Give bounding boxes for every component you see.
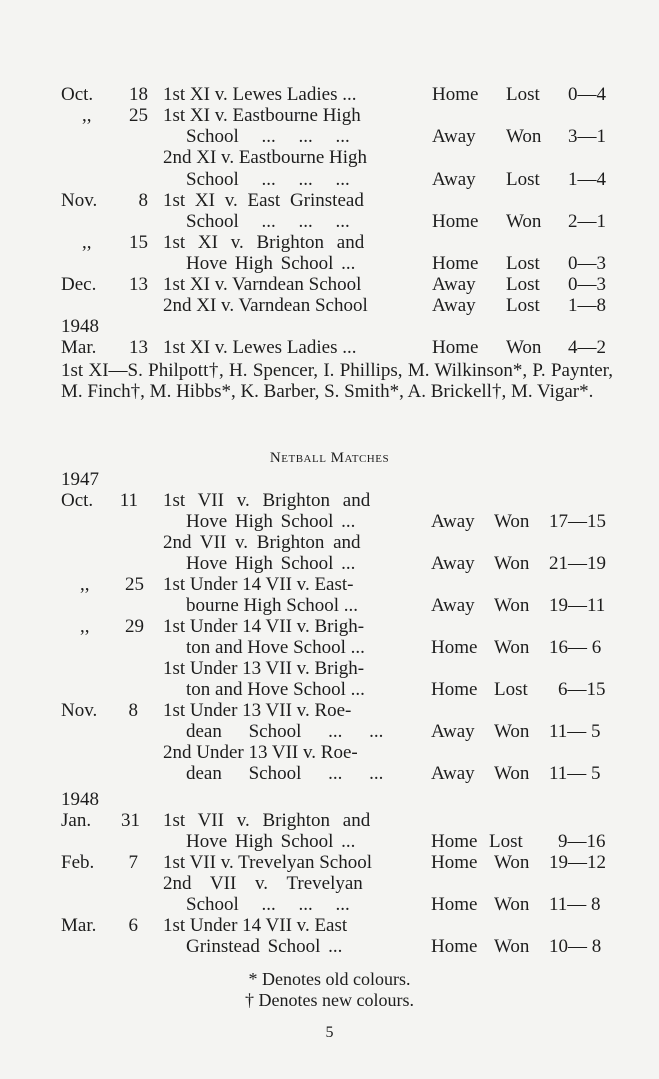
match-month-ditto: ,, [82, 105, 92, 126]
match-description: 1st Under 14 VII v. East [163, 915, 348, 936]
match-venue: Home [431, 831, 478, 852]
match-description: Hove High School ... [186, 553, 356, 574]
match-description: dean School ... ... [186, 721, 384, 742]
match-description: 1st XI v. East Grinstead [163, 190, 364, 211]
match-row [0, 742, 659, 763]
match-day: 8 [128, 700, 138, 721]
match-row-continuation [0, 253, 659, 274]
match-result: Won [494, 553, 530, 574]
match-description: 2nd Under 13 VII v. Roe- [163, 742, 358, 763]
match-month: Oct. [61, 84, 94, 105]
match-month: Feb. [61, 852, 95, 873]
match-venue: Away [431, 763, 475, 784]
match-venue: Home [431, 637, 478, 658]
match-month: Mar. [61, 337, 97, 358]
match-row [0, 873, 659, 894]
match-score: 19—11 [549, 595, 606, 616]
match-description: 2nd XI v. Varndean School [163, 295, 368, 316]
match-venue: Home [432, 211, 479, 232]
match-venue: Home [432, 84, 479, 105]
section-heading: Netball Matches [269, 450, 390, 466]
match-score: 11— 5 [549, 721, 601, 742]
match-venue: Away [431, 721, 475, 742]
year-label [0, 469, 659, 490]
footnote-new-colours: † Denotes new colours. [245, 990, 414, 1010]
match-row [0, 147, 659, 168]
match-score: 2—1 [568, 211, 606, 232]
match-day: 7 [128, 852, 138, 873]
match-venue: Home [432, 253, 479, 274]
match-row [0, 274, 659, 295]
match-result: Won [506, 211, 542, 232]
match-month-ditto: ,, [80, 574, 90, 595]
match-month: Nov. [61, 700, 98, 721]
match-description: ton and Hove School ... [186, 679, 365, 700]
match-day: 6 [128, 915, 138, 936]
match-score: 21—19 [549, 553, 606, 574]
match-description: School ... ... ... [186, 126, 350, 147]
match-month: Dec. [61, 274, 97, 295]
match-description: School ... ... ... [186, 211, 350, 232]
match-result: Lost [506, 274, 540, 295]
match-description: 2nd XI v. Eastbourne High [163, 147, 368, 168]
page-number: 5 [325, 1024, 334, 1041]
match-row-continuation [0, 721, 659, 742]
match-day: 11 [119, 490, 138, 511]
match-description: 1st XI v. Eastbourne High [163, 105, 361, 126]
match-description: bourne High School ... [186, 595, 359, 616]
match-venue: Away [432, 126, 476, 147]
match-description: 1st XI v. Lewes Ladies ... [163, 84, 357, 105]
match-month-ditto: ,, [82, 232, 92, 253]
match-score: 1—8 [568, 295, 606, 316]
match-score: 17—15 [549, 511, 606, 532]
year-text: 1947 [61, 469, 99, 490]
match-row [0, 337, 659, 358]
match-score: 9—16 [558, 831, 606, 852]
match-day: 31 [121, 810, 140, 831]
match-venue: Away [431, 595, 475, 616]
match-description: 1st XI v. Lewes Ladies ... [163, 337, 357, 358]
match-venue: Home [432, 337, 479, 358]
match-venue: Home [431, 894, 478, 915]
match-description: dean School ... ... [186, 763, 384, 784]
match-score: 3—1 [568, 126, 606, 147]
match-month: Oct. [61, 490, 94, 511]
year-text: 1948 [61, 789, 99, 810]
match-row [0, 84, 659, 105]
match-day: 29 [125, 616, 144, 637]
match-description: 2nd VII v. Brighton and [163, 532, 361, 553]
match-day: 18 [129, 84, 148, 105]
match-result: Won [494, 511, 530, 532]
match-description: School ... ... ... [186, 169, 350, 190]
match-result: Lost [489, 831, 523, 852]
match-description: 1st XI v. Varndean School [163, 274, 362, 295]
match-score: 19—12 [549, 852, 606, 873]
match-result: Lost [506, 169, 540, 190]
match-result: Won [494, 852, 530, 873]
match-venue: Away [432, 169, 476, 190]
footnote-old-colours: * Denotes old colours. [248, 969, 411, 989]
match-score: 0—3 [568, 253, 606, 274]
match-score: 16— 6 [549, 637, 602, 658]
match-description: 1st Under 14 VII v. East- [163, 574, 354, 595]
match-venue: Away [432, 274, 476, 295]
match-result: Won [494, 936, 530, 957]
match-description: 1st Under 14 VII v. Brigh- [163, 616, 365, 637]
match-row [0, 810, 659, 831]
match-row [0, 915, 659, 936]
match-description: 1st XI v. Brighton and [163, 232, 365, 253]
match-result: Lost [506, 295, 540, 316]
match-row-continuation [0, 637, 659, 658]
match-description: School ... ... ... [186, 894, 350, 915]
match-row-continuation [0, 936, 659, 957]
year-label [0, 789, 659, 810]
match-description: 1st VII v. Brighton and [163, 810, 371, 831]
match-row [0, 700, 659, 721]
match-venue: Away [431, 511, 475, 532]
match-score: 11— 5 [549, 763, 601, 784]
match-row-continuation [0, 831, 659, 852]
match-venue: Home [431, 679, 478, 700]
match-result: Won [494, 763, 530, 784]
match-description: Hove High School ... [186, 511, 356, 532]
year-text: 1948 [61, 316, 99, 337]
match-score: 4—2 [568, 337, 606, 358]
match-description: 1st Under 13 VII v. Brigh- [163, 658, 365, 679]
match-result: Won [506, 337, 542, 358]
match-description: Hove High School ... [186, 253, 356, 274]
match-row [0, 852, 659, 873]
match-result: Won [494, 637, 530, 658]
match-row [0, 105, 659, 126]
match-result: Lost [506, 84, 540, 105]
match-day: 13 [129, 337, 148, 358]
match-venue: Away [431, 553, 475, 574]
match-day: 8 [138, 190, 148, 211]
match-result: Lost [494, 679, 528, 700]
match-row-continuation [0, 679, 659, 700]
match-row [0, 490, 659, 511]
year-label [0, 316, 659, 337]
match-row [0, 232, 659, 253]
match-row-continuation [0, 169, 659, 190]
match-row-continuation [0, 211, 659, 232]
match-row [0, 532, 659, 553]
match-row-continuation [0, 126, 659, 147]
match-description: 1st VII v. Trevelyan School [163, 852, 372, 873]
match-result: Won [494, 595, 530, 616]
match-venue: Home [431, 936, 478, 957]
match-score: 0—4 [568, 84, 606, 105]
match-result: Won [494, 894, 530, 915]
match-day: 25 [129, 105, 148, 126]
match-month-ditto: ,, [80, 616, 90, 637]
match-venue: Home [431, 852, 478, 873]
match-row [0, 658, 659, 679]
match-month: Jan. [61, 810, 92, 831]
match-row-continuation [0, 511, 659, 532]
match-description: Hove High School ... [186, 831, 356, 852]
match-row-continuation [0, 894, 659, 915]
match-row-continuation [0, 553, 659, 574]
match-score: 11— 8 [549, 894, 601, 915]
match-row [0, 574, 659, 595]
match-month: Mar. [61, 915, 97, 936]
match-row [0, 190, 659, 211]
match-score: 1—4 [568, 169, 606, 190]
match-day: 25 [125, 574, 144, 595]
match-venue: Away [432, 295, 476, 316]
match-result: Won [506, 126, 542, 147]
match-score: 10— 8 [549, 936, 602, 957]
match-description: 1st Under 13 VII v. Roe- [163, 700, 352, 721]
match-result: Lost [506, 253, 540, 274]
match-score: 0—3 [568, 274, 606, 295]
match-month: Nov. [61, 190, 98, 211]
match-day: 13 [129, 274, 148, 295]
match-description: Grinstead School ... [186, 936, 343, 957]
match-row [0, 295, 659, 316]
match-description: ton and Hove School ... [186, 637, 365, 658]
match-row [0, 616, 659, 637]
match-result: Won [494, 721, 530, 742]
match-score: 6—15 [558, 679, 606, 700]
match-day: 15 [129, 232, 148, 253]
match-row-continuation [0, 763, 659, 784]
match-description: 1st VII v. Brighton and [163, 490, 371, 511]
team-list-paragraph: 1st XI—S. Philpott†, H. Spencer, I. Phillips, M. Wilkinson*, P. Paynter, M. Finch†, M. Hibbs*, K. Barber, S. Smith*, A. Brickell†, M. Vigar*. [61, 360, 613, 402]
match-row-continuation [0, 595, 659, 616]
match-description: 2nd VII v. Trevelyan [163, 873, 363, 894]
